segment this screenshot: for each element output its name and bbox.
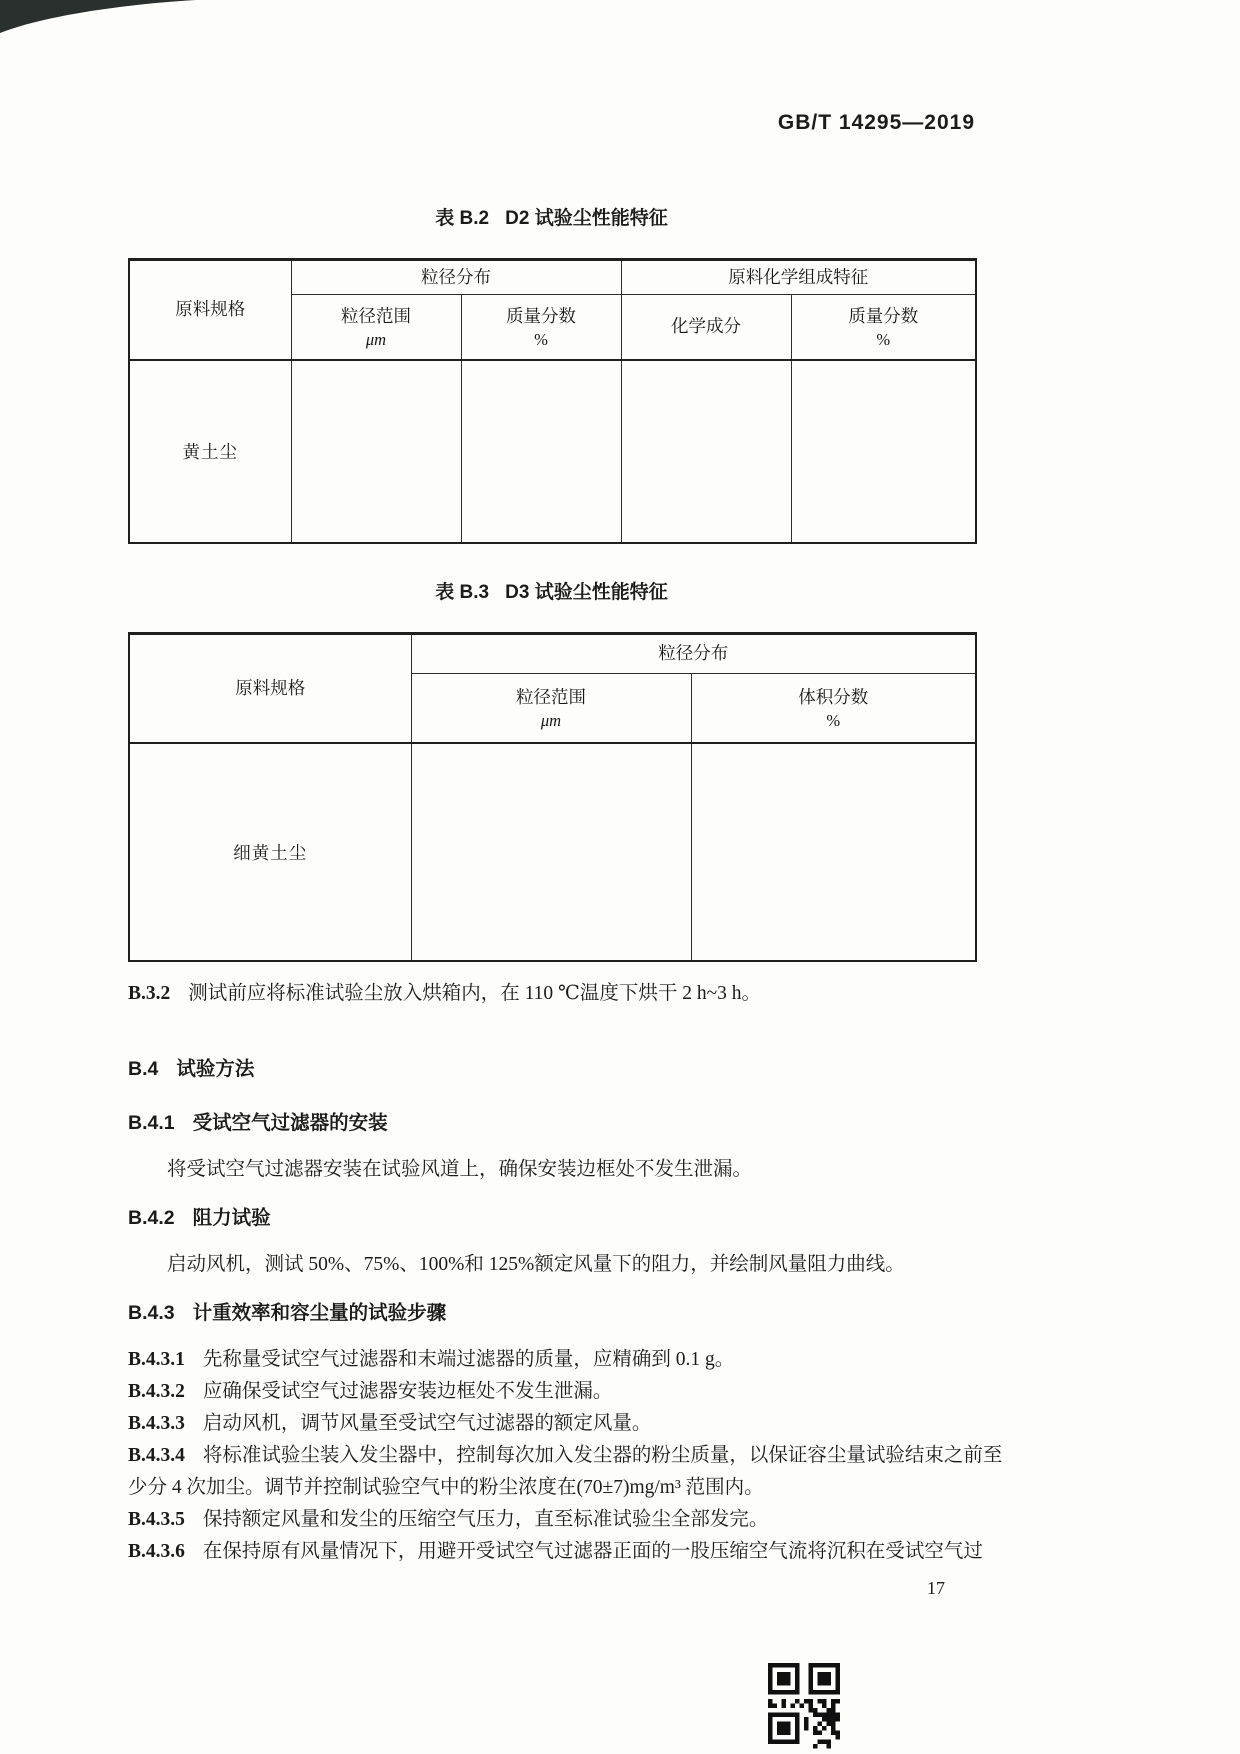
table-b3-caption	[128, 580, 975, 606]
section-line	[128, 1297, 1010, 1329]
b2-particle-range-cell	[291, 360, 461, 543]
section-text: 启动风机，调节风量至受试空气过滤器的额定风量。	[202, 1413, 652, 1434]
section-line	[128, 1249, 1010, 1281]
b2-header-material: 原料规格	[129, 260, 291, 360]
b2-header-group-particle: 粒径分布	[291, 260, 621, 295]
section-text: 将受试空气过滤器安装在试验风道上，确保安装边框处不发生泄漏。	[167, 1159, 753, 1180]
standard-number: GB/T 14295—2019	[777, 111, 975, 134]
b2-chem-fraction-cell	[791, 360, 976, 543]
section-text: 试验方法	[176, 1058, 255, 1080]
b3-header-volume-fraction: 体积分数 %	[691, 673, 976, 743]
b2-header-chemical-component: 化学成分	[621, 295, 791, 360]
section-line	[128, 1504, 1010, 1536]
b2-header-mass-fraction: 质量分数 %	[461, 295, 621, 360]
section-line	[128, 1107, 1010, 1139]
table-b3-caption-title: D3 试验尘性能特征	[505, 581, 668, 603]
section-line	[128, 1202, 1010, 1234]
b2-mass-fraction-cell	[461, 360, 621, 543]
table-b3	[128, 632, 977, 963]
section-label: B.4.3.1	[128, 1349, 185, 1370]
section-label: B.4.3.3	[128, 1413, 185, 1434]
section-text: 启动风机，测试 50%、75%、100%和 125%额定风量下的阻力，并绘制风量阻力曲线。	[167, 1254, 905, 1275]
section-line	[128, 978, 1010, 1010]
section-line	[128, 1344, 1010, 1376]
body-sections	[128, 978, 1010, 1568]
b2-material-cell: 黄土尘	[129, 360, 291, 543]
section-label: B.3.2	[128, 983, 171, 1004]
section-label: B.4.3.2	[128, 1381, 185, 1402]
section-line	[128, 1440, 1010, 1504]
b2-header-particle-range: 粒径范围 μm	[291, 295, 461, 360]
b3-header-material: 原料规格	[129, 633, 411, 743]
section-label: B.4.2	[128, 1207, 175, 1229]
section-text: 保持额定风量和发尘的压缩空气压力，直至标准试验尘全部发完。	[202, 1509, 769, 1530]
table-b3-caption-label: 表 B.3	[435, 581, 490, 603]
table-b2	[128, 258, 977, 544]
section-text: 测试前应将标准试验尘放入烘箱内，在 110 ℃温度下烘干 2 h~3 h。	[188, 983, 762, 1004]
b3-material-cell: 细黄土尘	[129, 743, 411, 961]
section-text: 在保持原有风量情况下，用避开受试空气过滤器正面的一股压缩空气流将沉积在受试空气过	[202, 1541, 983, 1562]
section-label: B.4.3.4	[128, 1445, 185, 1466]
section-label: B.4.3.6	[128, 1541, 185, 1562]
section-label: B.4.3	[128, 1302, 175, 1324]
section-label: B.4.1	[128, 1112, 175, 1134]
page-number: 17	[927, 1578, 945, 1598]
qr-code-icon	[768, 1663, 840, 1749]
b3-header-group-particle: 粒径分布	[411, 633, 976, 673]
section-line	[128, 1408, 1010, 1440]
section-line	[128, 1536, 1010, 1568]
b2-chemical-cell	[621, 360, 791, 543]
b3-header-particle-range: 粒径范围 μm	[411, 673, 691, 743]
section-line	[128, 1376, 1010, 1408]
b3-volume-fraction-cell	[691, 743, 976, 961]
scan-artifact-corner	[0, 0, 200, 34]
b2-header-group-chemical: 原料化学组成特征	[621, 260, 976, 295]
section-text: 将标准试验尘装入发尘器中，控制每次加入发尘器的粉尘质量，以保证容尘量试验结束之前至少分 4 次加尘。调节并控制试验空气中的粉尘浓度在(70±7)mg/m³ 范围内。	[128, 1445, 1003, 1498]
table-b2-caption	[128, 206, 975, 232]
b3-particle-range-cell	[411, 743, 691, 961]
section-text: 阻力试验	[192, 1207, 271, 1229]
b2-header-chem-mass-fraction: 质量分数 %	[791, 295, 976, 360]
table-b2-caption-title: D2 试验尘性能特征	[505, 208, 668, 229]
section-line	[128, 1053, 1010, 1085]
section-text: 应确保受试空气过滤器安装边框处不发生泄漏。	[202, 1381, 613, 1402]
section-line	[128, 1154, 1010, 1186]
section-label: B.4.3.5	[128, 1509, 185, 1530]
section-text: 先称量受试空气过滤器和末端过滤器的质量，应精确到 0.1 g。	[202, 1349, 735, 1370]
section-text: 受试空气过滤器的安装	[192, 1112, 388, 1134]
table-b2-caption-label: 表 B.2	[435, 208, 490, 229]
section-text: 计重效率和容尘量的试验步骤	[192, 1302, 447, 1324]
section-label: B.4	[128, 1058, 159, 1080]
